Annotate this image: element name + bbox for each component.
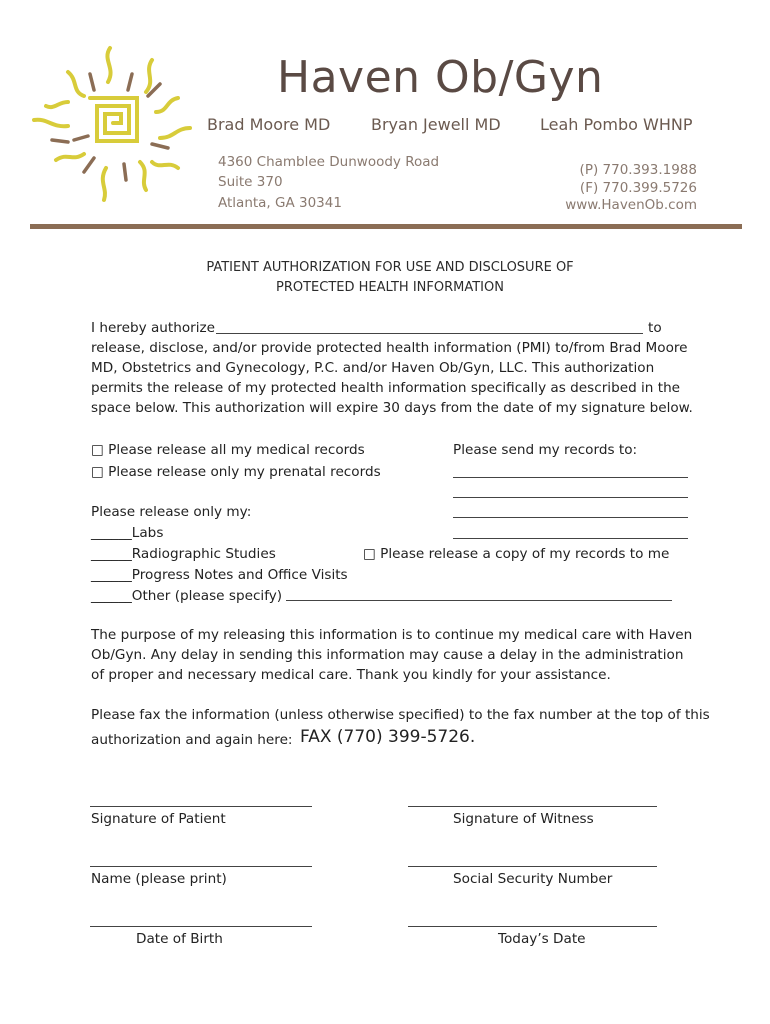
progress-notes-item[interactable]: ______Progress Notes and Office Visits bbox=[91, 567, 348, 583]
phone-number: (P) 770.393.1988 bbox=[579, 162, 697, 178]
send-records-field[interactable] bbox=[453, 477, 688, 478]
form-heading: PROTECTED HEALTH INFORMATION bbox=[276, 280, 504, 295]
authorization-text: permits the release of my protected health information specifically as described in the bbox=[91, 380, 681, 396]
send-records-field[interactable] bbox=[453, 538, 688, 539]
fax-number-large: FAX (770) 399-5726. bbox=[300, 727, 476, 747]
purpose-text: The purpose of my releasing this information is to continue my medical care with Haven bbox=[91, 627, 693, 643]
labs-item[interactable]: ______Labs bbox=[91, 525, 164, 541]
other-item[interactable]: ______Other (please specify) bbox=[91, 588, 283, 604]
patient-signature-label: Signature of Patient bbox=[91, 811, 226, 827]
authorization-text: MD, Obstetrics and Gynecology, P.C. and/or Haven Ob/Gyn, LLC. This authorization bbox=[91, 360, 655, 376]
form-heading: PATIENT AUTHORIZATION FOR USE AND DISCLOSURE OF bbox=[206, 260, 574, 275]
address-line: Atlanta, GA 30341 bbox=[218, 195, 342, 211]
website-link: www.HavenOb.com bbox=[565, 197, 697, 213]
name-print-field[interactable] bbox=[90, 866, 312, 867]
practice-title: Haven Ob/Gyn bbox=[277, 52, 604, 103]
authorize-prefix: I hereby authorize bbox=[91, 320, 216, 336]
authorize-suffix: to bbox=[648, 320, 662, 336]
ssn-field[interactable] bbox=[408, 866, 657, 867]
name-print-label: Name (please print) bbox=[91, 871, 227, 887]
header-divider bbox=[30, 224, 742, 229]
address-line: Suite 370 bbox=[218, 174, 283, 190]
fax-number: (F) 770.399.5726 bbox=[579, 180, 697, 196]
sun-spiral bbox=[90, 98, 137, 141]
patient-signature-field[interactable] bbox=[90, 806, 312, 807]
todays-date-label: Today’s Date bbox=[498, 931, 586, 947]
purpose-text: Ob/Gyn. Any delay in sending this information may cause a delay in the administration bbox=[91, 647, 684, 663]
doctor-name: Brad Moore MD bbox=[207, 115, 331, 134]
release-prenatal-checkbox[interactable]: □ Please release only my prenatal records bbox=[91, 464, 381, 480]
radiographic-item[interactable]: ______Radiographic Studies bbox=[91, 546, 276, 562]
purpose-text: of proper and necessary medical care. Thank you kindly for your assistance. bbox=[91, 667, 611, 683]
address-line: 4360 Chamblee Dunwoody Road bbox=[218, 154, 440, 170]
witness-signature-field[interactable] bbox=[408, 806, 657, 807]
doctor-name: Leah Pombo WHNP bbox=[540, 115, 693, 134]
witness-signature-label: Signature of Witness bbox=[453, 811, 594, 827]
send-records-field[interactable] bbox=[453, 517, 688, 518]
todays-date-field[interactable] bbox=[408, 926, 657, 927]
fax-instruction: Please fax the information (unless otherwise specified) to the fax number at the top of this bbox=[91, 707, 710, 723]
release-all-checkbox[interactable]: □ Please release all my medical records bbox=[91, 442, 365, 458]
authorization-text: release, disclose, and/or provide protected health information (PMI) to/from Brad Moore bbox=[91, 340, 688, 356]
dob-field[interactable] bbox=[90, 926, 312, 927]
ssn-label: Social Security Number bbox=[453, 871, 613, 887]
release-only-label: Please release only my: bbox=[91, 504, 252, 520]
send-records-field[interactable] bbox=[453, 497, 688, 498]
other-specify-field[interactable] bbox=[286, 600, 672, 601]
authorization-text: space below. This authorization will expire 30 days from the date of my signature below. bbox=[91, 400, 693, 416]
dob-label: Date of Birth bbox=[136, 931, 223, 947]
send-records-label: Please send my records to: bbox=[453, 442, 638, 458]
sun-logo-icon bbox=[28, 40, 198, 205]
fax-instruction: authorization and again here: bbox=[91, 732, 293, 748]
authorized-party-field[interactable] bbox=[216, 333, 643, 334]
copy-to-me-checkbox[interactable]: □ Please release a copy of my records to me bbox=[363, 546, 670, 562]
doctor-name: Bryan Jewell MD bbox=[371, 115, 501, 134]
